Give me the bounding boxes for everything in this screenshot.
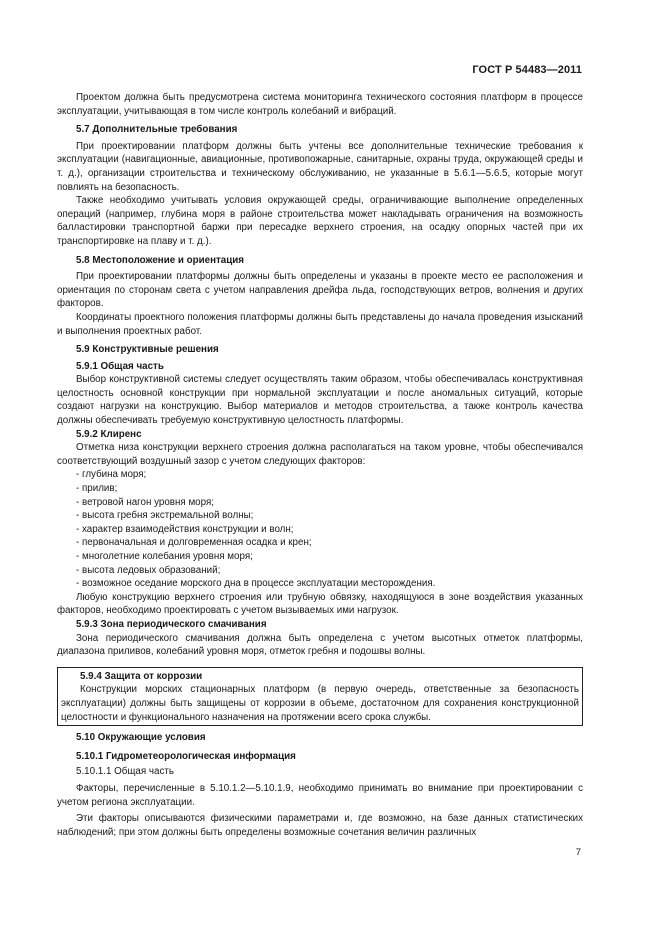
list-item: - возможное оседание морского дна в процессе эксплуатации месторождения. bbox=[57, 577, 583, 591]
section-5-9-1-paragraph: Выбор конструктивной системы следует осуществлять таким образом, чтобы обеспечивалась конструктивная целостность основной конструкции при нормальной эксплуатации и после аномальных ситуаций, которые создают нагрузки на конструкцию. Выбор материалов и методов строительства, а также контроль качества должны обеспечивать требуемую конструктивную целостность платформы. bbox=[57, 374, 583, 427]
section-5-9-4-heading: 5.9.4 Защита от коррозии bbox=[80, 670, 203, 682]
list-item: - характер взаимодействия конструкции и волн; bbox=[57, 523, 583, 537]
section-5-9-heading: 5.9 Конструктивные решения bbox=[76, 344, 219, 356]
list-item: - высота гребня экстремальной волны; bbox=[57, 509, 583, 523]
clearance-factors-list bbox=[57, 468, 583, 590]
section-5-9-4-paragraph: Конструкции морских стационарных платформ (в первую очередь, ответственные за безопасность эксплуатации) должны быть защищены от коррозии в объеме, достаточном для сохранения конструкционной целостности и функционального назначения на протяжении всего срока службы. bbox=[61, 684, 579, 723]
section-5-8-paragraph-1: При проектировании платформы должны быть определены и указаны в проекте место ее расположения и ориентация по сторонам света с учетом направления дрейфа льда, господствующих ветров, волнения и других факторов. bbox=[57, 271, 583, 310]
section-5-7-heading: 5.7 Дополнительные требования bbox=[76, 124, 238, 136]
section-5-9-2-paragraph-2: Любую конструкцию верхнего строения или трубную обвязку, находящуюся в зоне воздействия указанных факторов, необходимо проектировать с учетом вызываемых ими нагрузок. bbox=[57, 591, 583, 617]
section-5-7-paragraph-2: Также необходимо учитывать условия окружающей среды, ограничивающие выполнение определенных операций (например, глубина моря в районе строительства может накладывать ограничения на возможность балластировки транспортной баржи при пересадке верхнего строения, на осадку опорных частей при их транспортировке на плаву и т. д.). bbox=[57, 195, 583, 247]
section-5-10-heading: 5.10 Окружающие условия bbox=[76, 732, 206, 744]
section-5-9-1-heading: 5.9.1 Общая часть bbox=[76, 360, 164, 372]
section-5-10-1-1-heading: 5.10.1.1 Общая часть bbox=[76, 766, 174, 778]
page-number: 7 bbox=[575, 847, 581, 858]
document-id-header: ГОСТ Р 54483—2011 bbox=[472, 64, 582, 76]
page-content bbox=[57, 91, 583, 839]
section-5-8-heading: 5.8 Местоположение и ориентация bbox=[76, 254, 245, 266]
list-item: - ветровой нагон уровня моря; bbox=[57, 496, 583, 510]
section-5-7-paragraph-1: При проектировании платформ должны быть учтены все дополнительные технические требования к эксплуатации (навигационные, авиационные, противопожарные, санитарные, охраны труда, окружающей среды и т. д.), организации строительства и техническому обслуживанию, не указанные в 5.6.1—5.6.5, которые могут повлиять на безопасность. bbox=[57, 140, 583, 193]
section-5-9-3-heading: 5.9.3 Зона периодического смачивания bbox=[76, 618, 267, 630]
list-item: - первоначальная и долговременная осадка и крен; bbox=[57, 536, 583, 550]
list-item: - прилив; bbox=[57, 482, 583, 496]
intro-paragraph: Проектом должна быть предусмотрена система мониторинга технического состояния платформ в процессе эксплуатации, учитывающая в том числе контроль колебаний и вибраций. bbox=[57, 92, 583, 117]
section-5-10-1-1-paragraph-2: Эти факторы описываются физическими параметрами и, где возможно, на базе данных статистических наблюдений; при этом должны быть определены возможные сочетания величин различных bbox=[57, 813, 583, 838]
list-item: - многолетние колебания уровня моря; bbox=[57, 550, 583, 564]
section-5-10-1-heading: 5.10.1 Гидрометеорологическая информация bbox=[76, 750, 296, 762]
list-item: - высота ледовых образований; bbox=[57, 564, 583, 578]
section-5-8-paragraph-2: Координаты проектного положения платформы должны быть представлены до начала проведения изысканий и выполнения проектных работ. bbox=[57, 311, 583, 337]
section-5-9-2-paragraph: Отметка низа конструкции верхнего строения должна располагаться на таком уровне, чтобы обеспечивался соответствующий воздушный зазор с учетом следующих факторов: bbox=[57, 442, 583, 467]
section-5-9-3-paragraph: Зона периодического смачивания должна быть определена с учетом высотных отметок платформы, диапазона приливов, колебаний уровня моря, отметок гребня и подошвы волны. bbox=[57, 632, 583, 658]
section-5-10-1-1-paragraph-1: Факторы, перечисленные в 5.10.1.2—5.10.1.9, необходимо принимать во внимание при проектировании с учетом региона эксплуатации. bbox=[57, 782, 583, 808]
section-5-9-2-heading: 5.9.2 Клиренс bbox=[76, 428, 142, 440]
corrosion-protection-box bbox=[57, 667, 583, 726]
list-item: - глубина моря; bbox=[57, 468, 583, 482]
